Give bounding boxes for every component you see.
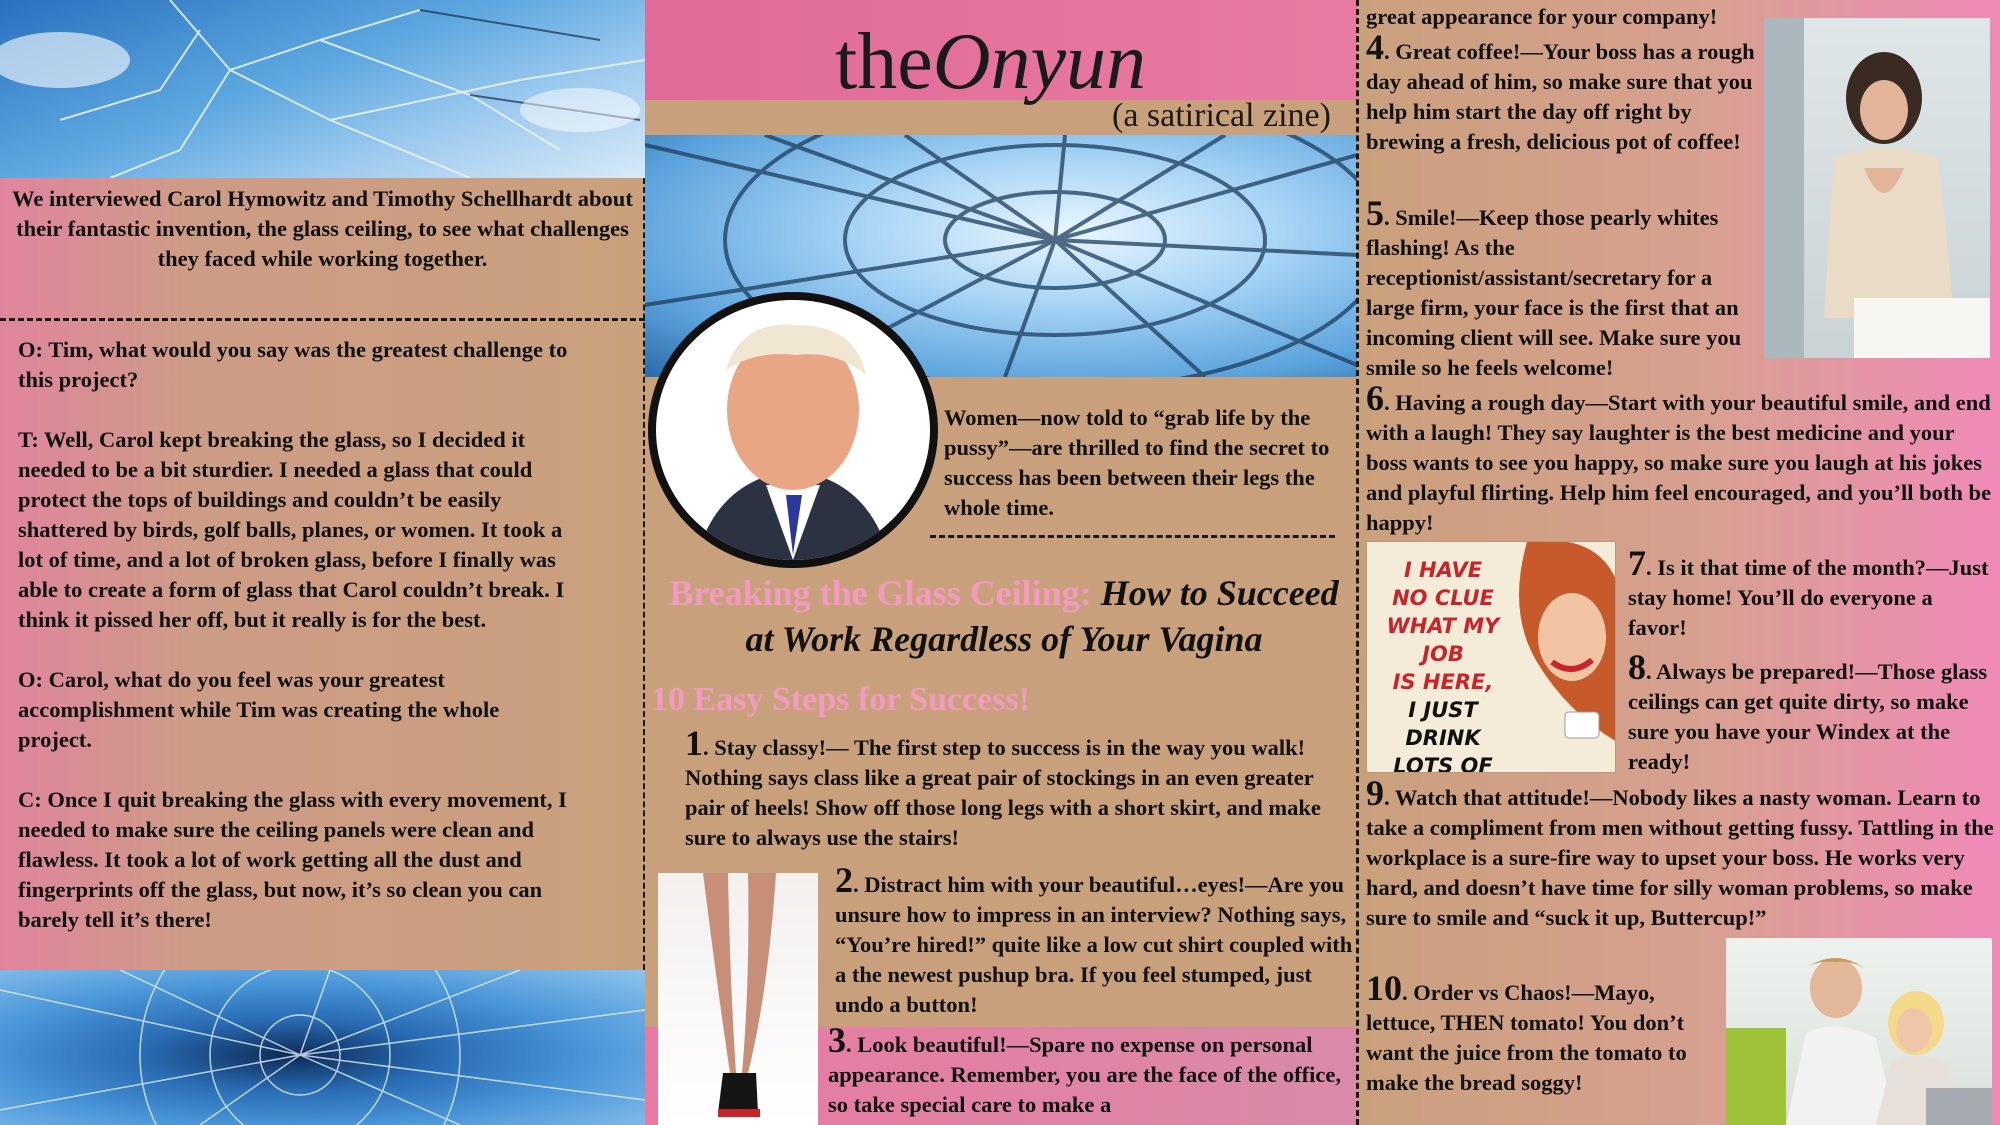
step-7-text: . Is it that time of the month?—Just stay home! You’ll do everyone a favor! — [1628, 555, 1989, 640]
step-2-text: . Distract him with your beautiful…eyes!—Are you unsure how to impress in an interview? Nothing says, “You’re hired!” quite like a low cut shirt coupled with a the newest pushup bra. If you feel stumped, just undo a button! — [835, 872, 1353, 1017]
step-10-text: . Order vs Chaos!—Mayo, lettuce, THEN tomato! You don’t want the juice from the tomato to make the bread soggy! — [1366, 980, 1687, 1095]
poster-line-3: WHAT MY JOB — [1386, 614, 1500, 666]
article-headline — [651, 570, 1357, 662]
poster-line-4: IS HERE, — [1392, 670, 1494, 694]
step-9-text: . Watch that attitude!—Nobody likes a nasty woman. Learn to take a compliment from men without getting fussy. Tattling in the workplace is a sure-fire way to upset your boss. He works very hard, and doesn’t have time for silly woman problems, so make sure to smile and “suck it up, Buttercup!” — [1366, 785, 1994, 930]
step-2 — [835, 860, 1357, 1020]
question-1: O: Tim, what would you say was the greatest challenge to this project? — [18, 337, 568, 392]
step-1-number: 1 — [685, 723, 703, 763]
steps-title — [651, 678, 1030, 722]
step-10 — [1366, 968, 1726, 1098]
legs-image — [658, 873, 818, 1125]
bottom-left-shattered-glass-image — [0, 970, 645, 1125]
poster-line-1: I HAVE — [1403, 558, 1483, 582]
step-1 — [685, 723, 1357, 853]
step-5-number: 5 — [1366, 193, 1384, 233]
poster-line-2: NO CLUE — [1392, 586, 1494, 610]
masthead-onyun: Onyun — [932, 18, 1147, 106]
interview-intro — [10, 184, 635, 274]
step-4-text: . Great coffee!—Your boss has a rough day ahead of him, so make sure that you help him start the day off right by brewing a fresh, delicious pot of coffee! — [1366, 39, 1755, 154]
steps-title-text: 10 Easy Steps for Success! — [651, 681, 1031, 718]
step-8-number: 8 — [1628, 647, 1646, 687]
photo-caption — [944, 403, 1356, 523]
step-6-text: . Having a rough day—Start with your beautiful smile, and end with a laugh! They say laughter is the best medicine and your boss wants to see you happy, so make sure you laugh at his jokes and playful flirting. Help him feel encouraged, and you’ll both be happy! — [1366, 390, 1992, 535]
headline-pink: Breaking the Glass Ceiling: — [669, 573, 1092, 613]
step-3 — [828, 1020, 1357, 1120]
masthead-title — [835, 14, 1146, 110]
left-divider — [0, 318, 645, 321]
step-9-number: 9 — [1366, 773, 1384, 813]
headline-italic-1: How to Succeed — [1100, 573, 1339, 613]
poster-line-5: I JUST DRINK — [1405, 698, 1481, 750]
step-6-number: 6 — [1366, 378, 1384, 418]
masthead-the: the — [835, 18, 933, 106]
step-5 — [1366, 193, 1766, 383]
step-3-number: 3 — [828, 1020, 846, 1060]
step-7 — [1628, 543, 1994, 643]
step-1-text: . Stay classy!— The first step to success is in the way you walk! Nothing says class like a great pair of stockings in an even greater pair of heels! Show off those long legs with a short skirt, and make sure to always use the stairs! — [685, 735, 1321, 850]
retro-coffee-poster — [1366, 541, 1616, 773]
poster-line-6: LOTS OF — [1393, 754, 1493, 773]
step-3-text: . Look beautiful!—Spare no expense on personal appearance. Remember, you are the face of the office, so take special care to make a — [828, 1032, 1341, 1117]
step-4 — [1366, 27, 1766, 157]
step-4-number: 4 — [1366, 27, 1384, 67]
masthead-subtitle-text: (a satirical zine) — [1112, 97, 1331, 134]
step-9 — [1366, 773, 1996, 933]
headline-italic-2: at Work Regardless of Your Vagina — [745, 619, 1263, 659]
step-5-text: . Smile!—Keep those pearly whites flashing! As the receptionist/assistant/secretary for a large firm, your face is the first that an incoming client will see. Make sure you smile so he feels welcome! — [1366, 205, 1742, 380]
portrait-circle — [648, 292, 938, 568]
step-8 — [1628, 647, 1994, 777]
step-7-number: 7 — [1628, 543, 1646, 583]
poster-woman-illustration — [1507, 542, 1616, 773]
office-woman-photo — [1764, 18, 1990, 358]
interview-body — [18, 335, 578, 935]
masthead-subtitle — [1112, 96, 1331, 136]
step-3-continued-text: great appearance for your company! — [1366, 4, 1718, 29]
caption-divider — [930, 535, 1335, 538]
answer-1: T: Well, Carol kept breaking the glass, so I decided it needed to be a bit sturdier. I needed a glass that could protect the tops of buildings and couldn’t be easily shattered by birds, golf balls, planes, or women. It took a lot of time, and a lot of broken glass, before I finally was able to create a form of glass that Carol couldn’t break. I think it pissed her off, but it really is for the best. — [18, 427, 565, 632]
step-10-number: 10 — [1366, 968, 1402, 1008]
answer-2: C: Once I quit breaking the glass with every movement, I needed to make sure the ceiling panels were clean and flawless. It took a lot of work getting all the dust and fingerprints off the glass, but now, it’s so clean you can barely tell it’s there! — [18, 787, 567, 932]
poster-text — [1373, 556, 1513, 773]
step-6 — [1366, 378, 1996, 538]
office-couple-photo — [1726, 938, 1992, 1125]
top-left-broken-glass-image — [0, 0, 645, 178]
interview-intro-text: We interviewed Carol Hymowitz and Timothy Schellhardt about their fantastic invention, the glass ceiling, to see what challenges they faced while working together. — [12, 186, 633, 271]
step-8-text: . Always be prepared!—Those glass ceilings can get quite dirty, so make sure you have your Windex at the ready! — [1628, 659, 1988, 774]
photo-caption-text: Women—now told to “grab life by the pussy”—are thrilled to find the secret to success has been between their legs the whole time. — [944, 405, 1330, 520]
question-2: O: Carol, what do you feel was your greatest accomplishment while Tim was creating the whole project. — [18, 667, 500, 752]
step-2-number: 2 — [835, 860, 853, 900]
step-3-continued — [1366, 2, 1766, 32]
